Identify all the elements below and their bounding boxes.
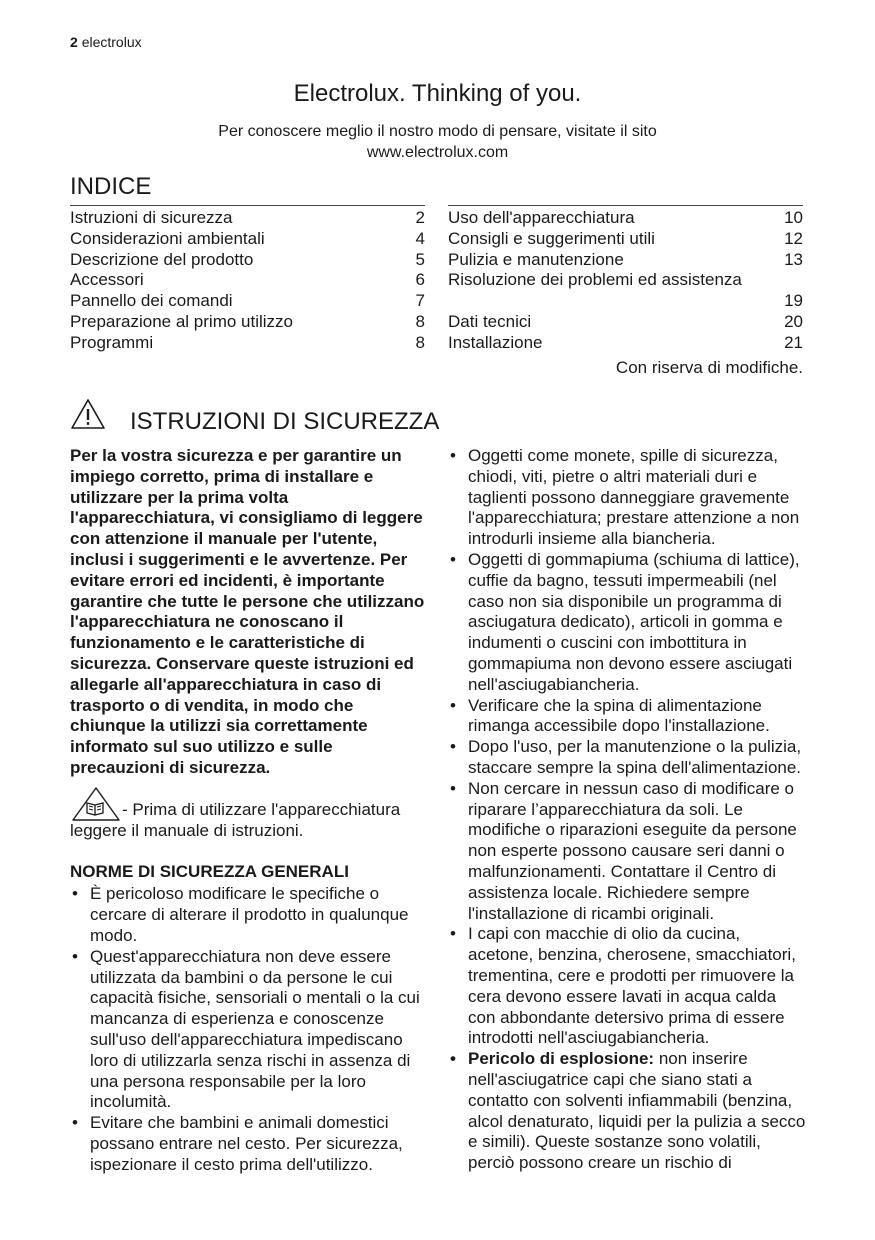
toc-item[interactable]: Installazione 21 <box>448 332 803 352</box>
intro-text: Per conoscere meglio il nostro modo di pensare, visitate il sito www.electrolux.com <box>218 123 657 161</box>
index-heading: INDICE <box>70 173 152 200</box>
safety-heading: ISTRUZIONI DI SICUREZZA <box>130 408 440 435</box>
list-item: • Verificare che la spina di alimentazione rimanga accessibile dopo l'installazione. <box>448 696 806 738</box>
toc-right-column <box>448 205 803 354</box>
list-item: • Non cercare in nessun caso di modificare o riparare l’apparecchiatura da soli. Le modifiche o riparazioni eseguite da persone non esperte possono causare seri danni o malfunzionamenti. Contattare il Centro di assistenza locale. Richiedere sempre l'installazione di ricambi originali. <box>448 779 806 925</box>
toc-item[interactable]: Descrizione del prodotto 5 <box>70 249 425 269</box>
manual-note-text: - Prima di utilizzare l'apparecchiatura leggere il manuale di istruzioni. <box>70 799 401 840</box>
toc-item[interactable]: Preparazione al primo utilizzo 8 <box>70 311 425 331</box>
toc-item[interactable]: Consigli e suggerimenti utili 12 <box>448 228 803 248</box>
toc-item[interactable]: Istruzioni di sicurezza 2 <box>70 208 425 227</box>
toc-item[interactable]: Uso dell'apparecchiatura 10 <box>448 208 803 227</box>
list-item: • Oggetti come monete, spille di sicurezza, chiodi, viti, pietre o altri materiali duri e taglienti possono danneggiare gravemente l'apparecchiatura; prestare attenzione a non introdurli insieme alla biancheria. <box>448 446 806 550</box>
list-item: • È pericoloso modificare le specifiche o cercare di alterare il prodotto in qualunque modo. <box>70 884 426 946</box>
toc-item[interactable]: Considerazioni ambientali 4 <box>70 228 425 248</box>
page-number: 2 <box>70 34 78 50</box>
list-item: • Oggetti di gommapiuma (schiuma di lattice), cuffie da bagno, tessuti impermeabili (nel caso non sia disponibile un programma di asciugatura dedicato), articoli in gomma e indumenti o cuscini con imbottitura in gommapiuma non devono essere asciugati nell'asciugabiancheria. <box>448 550 806 696</box>
reserve-note: Con riserva di modifiche. <box>615 358 803 377</box>
page-title: Electrolux. Thinking of you. <box>293 80 582 107</box>
toc-left-column <box>70 205 425 354</box>
page-header <box>70 34 142 50</box>
toc-item[interactable]: Pulizia e manutenzione 13 <box>448 249 803 269</box>
list-item: • I capi con macchie di olio da cucina, acetone, benzina, cherosene, smacchiatori, trementina, cere e prodotti per rimuovere la cera devono essere lavati in acqua calda con abbondante detersivo prima di essere introdotti nell'asciugabiancheria. <box>448 924 806 1049</box>
explosion-lead: Pericolo di esplosione: <box>468 1049 655 1069</box>
safety-intro: Per la vostra sicurezza e per garantire un impiego corretto, prima di installare e utilizzare per la prima volta l'apparecchiatura, vi consigliamo di leggere con attenzione il manuale per l'utente, inclusi i suggerimenti e le avvertenze. Per evitare errori ed incidenti, è importante garantire che tutte le persone che utilizzano l'apparecchiatura ne conoscano il funzionamento e le caratteristiche di sicurezza. Conservare queste istruzioni ed allegarle all'apparecchiatura in caso di trasporto o di vendita, in modo che chiunque la utilizzi sia correttamente informato sul suo utilizzo e sulle precauzioni di sicurezza. <box>70 446 425 777</box>
toc-item[interactable]: Dati tecnici 20 <box>448 311 803 331</box>
toc-item[interactable]: Programmi 8 <box>70 332 425 352</box>
right-bullet-list <box>448 446 806 1174</box>
toc-item[interactable]: Risoluzione dei problemi ed assistenza 19 <box>448 270 803 311</box>
left-bullet-list <box>70 884 426 1175</box>
explosion-text: non inserire nell'asciugatrice capi che siano stati a contatto con solventi infiammabili (benzina, alcol denaturato, liquidi per la pulizia a secco e simili). Queste sostanze sono volatili, perciò possono creare un rischio di <box>468 1049 806 1173</box>
list-item: • Dopo l'uso, per la manutenzione o la pulizia, staccare sempre la spina dell'alimentazione. <box>448 737 806 779</box>
toc-item[interactable]: Pannello dei comandi 7 <box>70 291 425 311</box>
manual-note <box>70 787 426 842</box>
general-safety-heading: NORME DI SICUREZZA GENERALI <box>70 861 349 881</box>
safety-heading-block <box>70 396 450 436</box>
list-item: • Evitare che bambini e animali domestici possano entrare nel cesto. Per sicurezza, ispezionare il cesto prima dell'utilizzo. <box>70 1113 426 1175</box>
list-item: • Quest'apparecchiatura non deve essere utilizzata da bambini o da persone le cui capacità fisiche, sensoriali o mentali o la cui mancanza di esperienza e conoscenze sull'uso dell'apparecchiatura impediscano loro di utilizzarla senza rischi in assenza di una persona responsabile per la loro incolumità. <box>70 947 426 1113</box>
warning-icon <box>70 398 106 430</box>
brand-name: electrolux <box>81 34 142 50</box>
right-column <box>448 446 806 1174</box>
toc-item[interactable]: Accessori 6 <box>70 270 425 290</box>
book-warning-icon <box>70 787 120 821</box>
left-column <box>70 446 426 1176</box>
explosion-warning-item <box>448 1049 806 1174</box>
